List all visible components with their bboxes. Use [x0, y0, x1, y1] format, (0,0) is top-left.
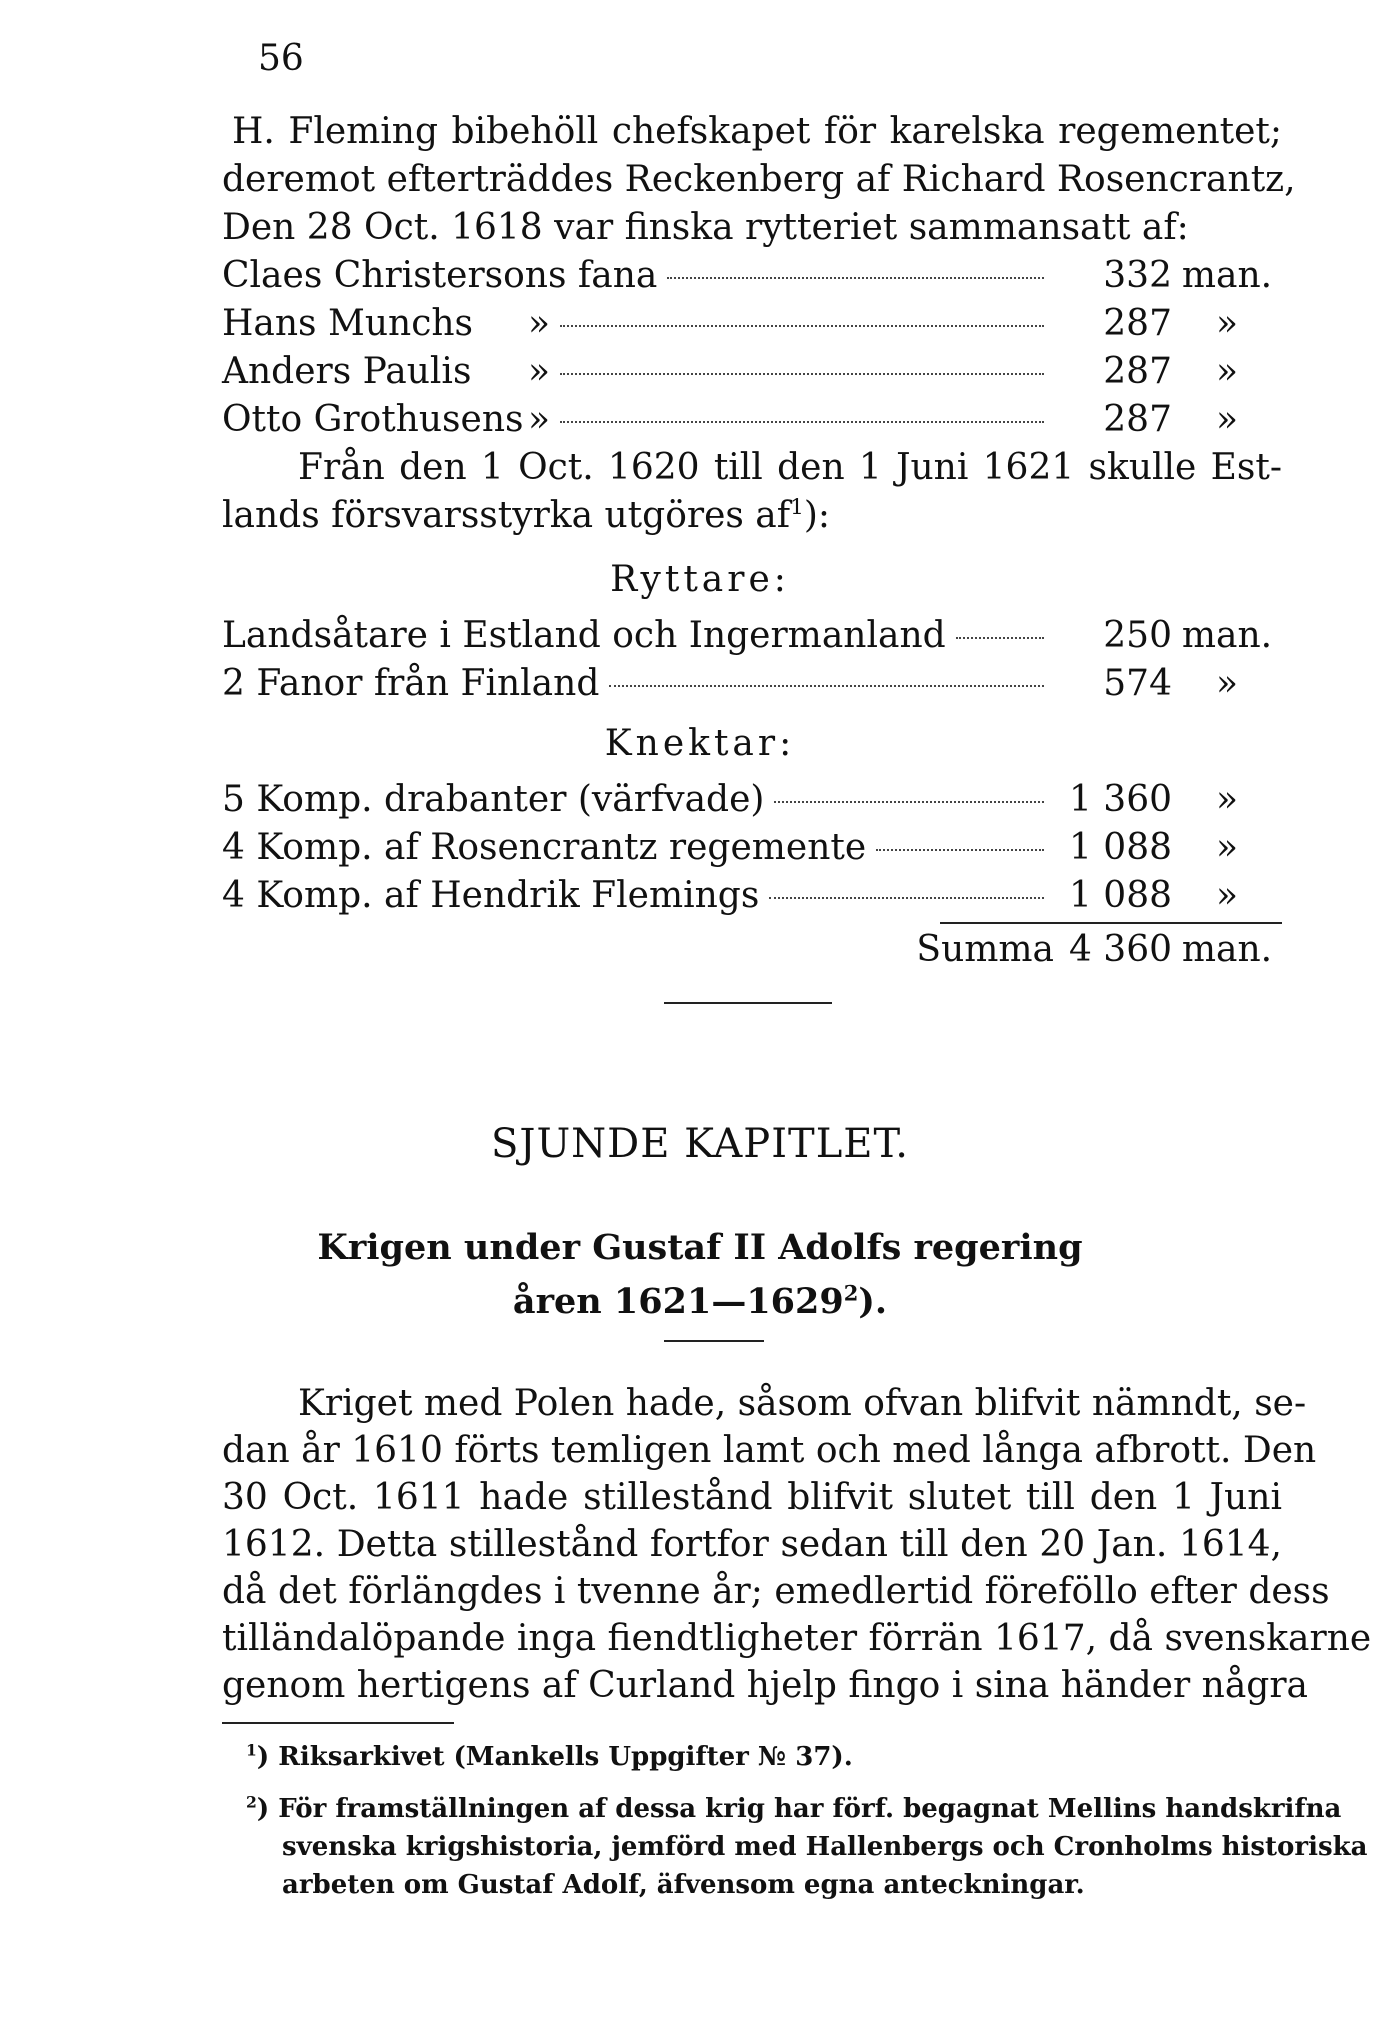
section-heading: Ryttare: — [610, 559, 790, 600]
item-name: Anders Paulis — [222, 351, 472, 392]
list-item — [222, 776, 1282, 824]
footnote-marker: 1 — [790, 495, 804, 520]
body-line: tilländalöpande inga fiendtligheter förrän 1617, då svenskarne — [222, 1618, 1372, 1659]
item-unit: » — [1215, 303, 1239, 344]
list-item — [222, 348, 1282, 396]
item-quantity: 574 — [1103, 663, 1172, 704]
leader-dots — [876, 849, 1044, 851]
section-heading: Knektar: — [604, 723, 796, 764]
item-unit: » — [1215, 827, 1239, 868]
leader-dots — [560, 325, 1044, 327]
item-quantity: 1 088 — [1068, 875, 1172, 916]
list-item — [222, 396, 1282, 444]
footnote-marker: 2 — [246, 1792, 257, 1812]
sum-quantity: 4 360 — [1068, 929, 1172, 970]
item-name: 2 Fanor från Finland — [222, 663, 600, 704]
divider — [664, 1002, 832, 1004]
body-line: 1612. Detta stillestånd fortfor sedan till den 20 Jan. 1614, — [222, 1524, 1282, 1565]
item-quantity: 287 — [1103, 303, 1172, 344]
paragraph-text: lands försvarsstyrka utgöres af — [222, 495, 791, 536]
footnote-line: svenska krigshistoria, jemförd med Hallenbergs och Cronholms historiska — [282, 1832, 1368, 1862]
list-item — [222, 660, 1282, 708]
item-name: Otto Grothusens — [222, 399, 524, 440]
item-quantity: 1 360 — [1068, 779, 1172, 820]
body-line: genom hertigens af Curland hjelp fingo i sina händer några — [222, 1665, 1308, 1706]
ditto-mark: » — [528, 303, 551, 344]
list-item — [222, 824, 1282, 872]
chapter-subtitle — [0, 1278, 1400, 1326]
item-unit: man. — [1181, 615, 1273, 656]
chapter-title: SJUNDE KAPITLET. — [491, 1121, 909, 1167]
sum-unit: man. — [1181, 929, 1273, 970]
item-quantity: 287 — [1103, 351, 1172, 392]
item-name: Landsåtare i Estland och Ingermanland — [222, 615, 946, 656]
paragraph-line — [222, 492, 1282, 540]
leader-dots — [769, 897, 1044, 899]
body-line: Kriget med Polen hade, såsom ofvan blifvit nämndt, se- — [298, 1383, 1307, 1424]
item-quantity: 287 — [1103, 399, 1172, 440]
footnote-marker: 1 — [246, 1740, 257, 1760]
footnote-separator — [222, 1722, 454, 1724]
item-unit: man. — [1181, 255, 1273, 296]
item-unit: » — [1215, 663, 1239, 704]
footnote: $^2$) För framställningen af dessa krig har förf. begagnat Mellins handskrifna — [246, 1792, 1342, 1824]
item-name: Hans Munchs — [222, 303, 474, 344]
sum-row — [222, 926, 1282, 974]
leader-dots — [560, 421, 1044, 423]
footnote: $^1$) Riksarkivet (Mankells Uppgifter № 37). — [246, 1740, 853, 1772]
item-quantity: 250 — [1103, 615, 1172, 656]
chapter-subtitle-text: ). — [858, 1281, 888, 1322]
footnote-marker: 2 — [843, 1280, 859, 1306]
item-unit: » — [1215, 351, 1239, 392]
sum-rule — [940, 922, 1282, 924]
paragraph-line: Från den 1 Oct. 1620 till den 1 Juni 1621 skulle Est- — [298, 447, 1282, 488]
item-unit: » — [1215, 399, 1239, 440]
intro-line: H. Fleming bibehöll chefskapet för karelska regementet; — [232, 111, 1282, 152]
chapter-subtitle-text: åren 1621—1629 — [512, 1281, 844, 1322]
item-unit: » — [1215, 875, 1239, 916]
intro-line: deremot efterträddes Reckenberg af Richard Rosencrantz, — [222, 159, 1296, 200]
list-item — [222, 252, 1282, 300]
leader-dots — [560, 373, 1044, 375]
list-item — [222, 300, 1282, 348]
list-item — [222, 612, 1282, 660]
leader-dots — [774, 801, 1044, 803]
paragraph-text: ): — [803, 495, 831, 536]
leader-dots — [609, 685, 1044, 687]
item-quantity: 332 — [1103, 255, 1172, 296]
intro-line: Den 28 Oct. 1618 var finska rytteriet sammansatt af: — [222, 207, 1189, 248]
footnote-text: För framställningen af dessa krig har förf. begagnat Mellins handskrifna — [278, 1794, 1342, 1824]
page-number: 56 — [258, 38, 304, 79]
item-quantity: 1 088 — [1068, 827, 1172, 868]
footnote-line: arbeten om Gustaf Adolf, äfvensom egna anteckningar. — [282, 1870, 1085, 1900]
body-line: 30 Oct. 1611 hade stillestånd blifvit slutet till den 1 Juni — [222, 1477, 1282, 1518]
item-name: 5 Komp. drabanter (värfvade) — [222, 779, 765, 820]
ditto-mark: » — [528, 351, 551, 392]
list-item — [222, 872, 1282, 920]
leader-dots — [667, 277, 1044, 279]
ditto-mark: » — [528, 399, 551, 440]
body-line: dan år 1610 förts temligen lamt och med långa afbrott. Den — [222, 1430, 1317, 1471]
divider — [664, 1340, 764, 1342]
item-name: 4 Komp. af Rosencrantz regemente — [222, 827, 867, 868]
chapter-subtitle: Krigen under Gustaf II Adolfs regering — [317, 1227, 1083, 1268]
item-name: Claes Christersons fana — [222, 255, 658, 296]
footnote-text: Riksarkivet (Mankells Uppgifter № 37). — [278, 1742, 853, 1772]
item-unit: » — [1215, 779, 1239, 820]
body-line: då det förlängdes i tvenne år; emedlertid föreföllo efter dess — [222, 1571, 1330, 1612]
leader-dots — [956, 637, 1044, 639]
item-name: 4 Komp. af Hendrik Flemings — [222, 875, 760, 916]
sum-label: Summa — [916, 929, 1054, 970]
